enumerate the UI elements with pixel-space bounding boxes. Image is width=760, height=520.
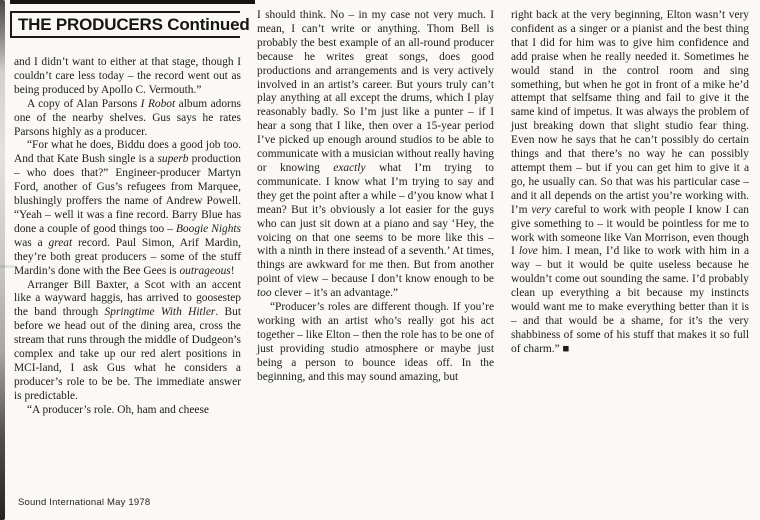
section-header-title: THE PRODUCERS Continued	[18, 14, 250, 34]
paragraph: Arranger Bill Baxter, a Scot with an accent like a wayward haggis, has arrived to goosestep the band through Springtime With Hitler. But before we head out of the dining area, cross the stream that runs through the middle of Dudgeon’s complex and take up our red alert positions in MCI-land, I ask Gus what he considers a producer’s role to be be. The immediate answer is predictable.	[14, 278, 241, 402]
paragraph: right back at the very beginning, Elton wasn’t very confident as a singer or a pianist and the best thing that I did for him was to give him confidence and add praise when he really needed it. Sometimes he would stand in the control room and sing something, but when he got in front of a mike he’d attempt that selfsame thing and fail to give it the same kind of impetus. It was always the problem of just breaking down that slight studio fear thing. Even now he says that he can’t possibly do certain things and that there’s no way he can possibly attempt them – but if you can get him to give it a go, he usually can. So that was his particular case – and it all depends on the artist you’re working with. I’m very careful to work with people I know I can give something to – it would be pointless for me to work with someone like Van Morrison, even though I love him. I mean, I’d like to work with him in a way – but it would be quite useless because he wouldn’t come out sounding the same. I’d probably clean up everything a bit because my instincts would want me to make everything better than it is – and that would be a shame, for it’s the very shabbiness of some of his stuff that makes it so full of charm.” ■	[511, 9, 749, 355]
paragraph: “Producer’s roles are different though. If you’re working with an artist who’s really got his act together – like Elton – then the role has to be one of just providing studio atmosphere or maybe just being a person to bounce ideas off. In the beginning, and this may sound amazing, but	[257, 301, 494, 383]
footer-credit: Sound International May 1978	[18, 497, 151, 508]
paragraph: “For what he does, Biddu does a good job too. And that Kate Bush single is a superb production – who does that?” Engineer-producer Martyn Ford, another of Gus’s refugees from Marquee, blushingly proffers the name of Andrew Powell. “Yeah – well it was a fine record. Barry Blue has done a couple of good things too – Boogie Nights was a great record. Paul Simon, Arif Mardin, they’re both great producers – some of the stuff Mardin’s done with the Bee Gees is outrageous!	[14, 139, 241, 277]
scan-artifact-left-edge	[0, 0, 5, 520]
scan-artifact-top-bar	[10, 0, 255, 4]
paragraph: and I didn’t want to either at that stage, though I couldn’t care less today – the record went out as being produced by Apollo C. Vermouth.”	[14, 56, 241, 96]
paragraph: I should think. No – in my case not very much. I mean, I can’t write or anything. Thom Bell is probably the best example of an all-round producer because he writes great songs, does good productions and arrangements and is very actively involved in an artist’s career. But yours truly can’t play anything at all except the drums, which I play reasonably badly. So I’m just like a punter – if I hear a song that I like, then over a 15-year period I’ve picked up enough around studios to be able to communicate with a musician without really having or knowing exactly what I’m trying to communicate. I know what I’m trying to say and they get the point after a while – d’you know what I mean? But it’s obviously a lot easier for the guys who can just sit down at a piano and say ‘Hey, the voicing on that one seems to be more like this – with a ninth in there instead of a seventh.’ At times, things are awkward for me then. But from another point of view – because I don’t know enough to be too clever – it’s an advantage.”	[257, 9, 494, 300]
section-header	[10, 11, 250, 38]
text-column-3	[511, 9, 749, 357]
scan-artifact-smudge	[0, 265, 14, 268]
text-column-2	[257, 9, 494, 384]
paragraph: “A producer’s role. Oh, ham and cheese	[27, 403, 209, 416]
paragraph: A copy of Alan Parsons I Robot album adorns one of the nearby shelves. Gus says he rates Parsons highly as a producer.	[14, 97, 241, 138]
text-column-1	[14, 56, 241, 418]
